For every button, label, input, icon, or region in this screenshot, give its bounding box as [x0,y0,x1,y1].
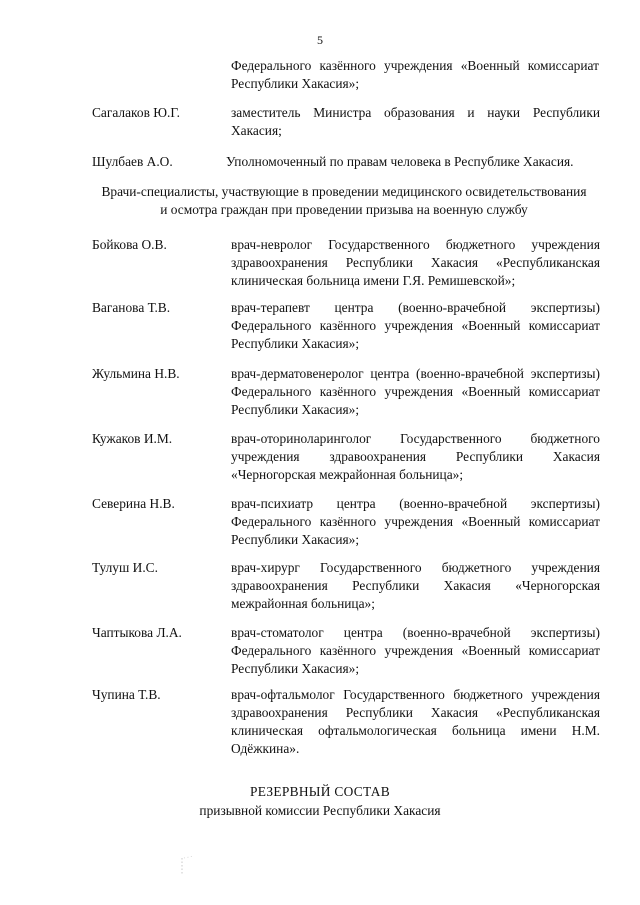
member-role: заместитель Министра образования и науки Республики Хакасия; [231,105,600,138]
reserve-subtitle: призывной комиссии Республики Хакасия [199,803,441,818]
doctor-entry-kuzhakov [92,430,600,484]
doctors-heading [88,183,600,219]
doctor-name: Чаптыкова Л.А. [92,625,182,640]
doctor-role: врач-хирург Государственного бюджетного учреждения здравоохранения Республики Хакасия «Черногорская межрайонная больница»; [231,560,600,611]
doctor-role: врач-офтальмолог Государственного бюджетного учреждения здравоохранения Республики Хакасия «Республиканская клиническая офтальмологическая больница имени Н.М. Одёжкина». [231,687,600,756]
doctor-role: врач-психиатр центра (военно-врачебной экспертизы) Федерального казённого учреждения «Военный комиссариат Республики Хакасия»; [231,496,600,547]
doctor-name: Тулуш И.С. [92,560,158,575]
doctor-role: врач-стоматолог центра (военно-врачебной экспертизы) Федерального казённого учреждения «Военный комиссариат Республики Хакасия»; [231,625,600,676]
member-name: Сагалаков Ю.Г. [92,105,180,120]
doctor-entry-vaganova [92,299,600,353]
page-number: 5 [317,33,323,47]
doctor-entry-chaptykova [92,624,600,678]
member-name: Шулбаев А.О. [92,154,173,169]
doctor-entry-tulush [92,559,600,613]
member-entry-shulbaev [92,153,600,171]
doctor-role: врач-дерматовенеролог центра (военно-врачебной экспертизы) Федерального казённого учреждения «Военный комиссариат Республики Хакасия»; [231,366,600,417]
continuation-text: Федерального казённого учреждения «Военный комиссариат Республики Хакасия»; [231,58,599,91]
doctor-role: врач-невролог Государственного бюджетного учреждения здравоохранения Республики Хакасия «Республиканская клиническая больница имени Г.Я. Ремишевской»; [231,237,600,288]
doctor-entry-severina [92,495,600,549]
member-role: Уполномоченный по правам человека в Республике Хакасия. [226,154,574,169]
doctor-name: Кужаков И.М. [92,431,173,446]
doctor-entry-chupina [92,686,600,758]
doctor-entry-zhulmina [92,365,600,419]
doctors-heading-line1: Врачи-специалисты, участвующие в проведении медицинского освидетельствования [101,184,587,199]
doctor-name: Чупина Т.В. [92,687,161,702]
doctor-name: Бойкова О.В. [92,237,167,252]
doctors-heading-line2: и осмотра граждан при проведении призыва на военную службу [160,202,528,217]
doctor-name: Жульмина Н.В. [92,366,180,381]
doctor-name: Ваганова Т.В. [92,300,171,315]
scan-artifact [178,852,208,882]
doctor-name: Северина Н.В. [92,496,175,511]
doctor-entry-boykova [92,236,600,290]
doctor-role: врач-терапевт центра (военно-врачебной экспертизы) Федерального казённого учреждения «Военный комиссариат Республики Хакасия»; [231,300,600,351]
reserve-title: РЕЗЕРВНЫЙ СОСТАВ [249,784,391,799]
member-entry-sagalakov [92,104,600,140]
doctor-role: врач-оториноларинголог Государственного бюджетного учреждения здравоохранения Республики Хакасия «Черногорская межрайонная больница»; [231,431,600,482]
